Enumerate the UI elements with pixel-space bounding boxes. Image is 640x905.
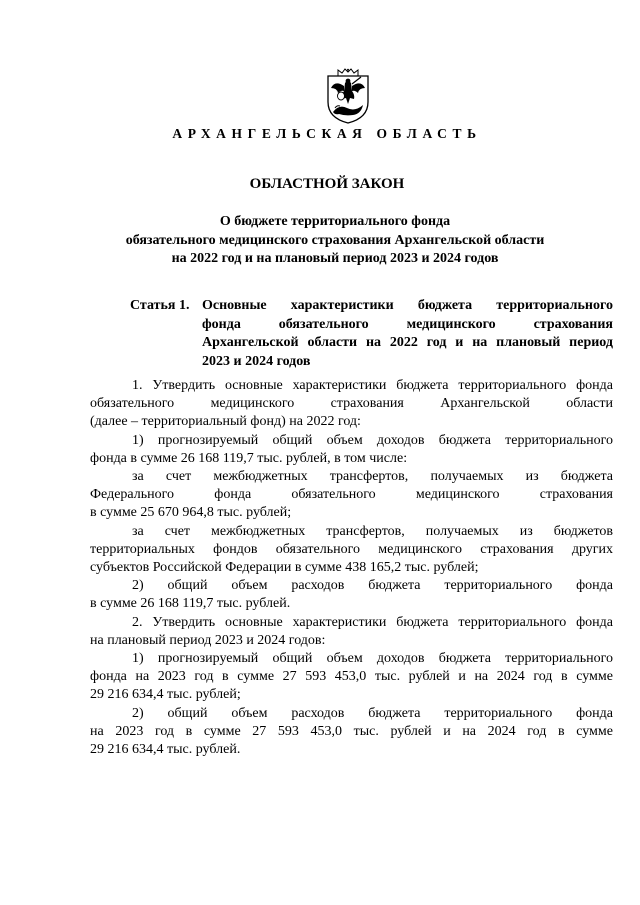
law-title-line: обязательного медицинского страхования Архангельской области — [125, 232, 545, 248]
body-line: 1. Утвердить основные характеристики бюджета территориального фонда — [132, 378, 613, 393]
body-line: обязательного медицинского страхования Архангельской области — [90, 396, 613, 412]
law-title — [80, 213, 590, 269]
body-line: 2) общий объем расходов бюджета территориального фонда — [132, 705, 613, 721]
article-number: Статья 1. — [130, 298, 190, 313]
body-line: на плановый период 2023 и 2024 годов: — [90, 632, 326, 648]
body-line: 29 216 634,4 тыс. рублей; — [90, 687, 241, 703]
coat-of-arms-icon — [325, 68, 371, 124]
body-line: за счет межбюджетных трансфертов, получаемых из бюджетов — [132, 523, 613, 539]
body-line: 2. Утвердить основные характеристики бюджета территориального фонда — [132, 614, 613, 630]
body-line: на 2023 год в сумме 27 593 453,0 тыс. рублей и на 2024 год в сумме — [90, 723, 613, 739]
article-title-line: Архангельской области на 2022 год и на плановый период — [202, 335, 613, 350]
body-line: в сумме 26 168 119,7 тыс. рублей. — [90, 596, 291, 612]
body-line: (далее – территориальный фонд) на 2022 год: — [90, 414, 361, 430]
body-line: Федерального фонда обязательного медицинского страхования — [90, 487, 613, 503]
article-title-line: 2023 и 2024 годов — [202, 353, 311, 369]
body-line: в сумме 25 670 964,8 тыс. рублей; — [90, 505, 292, 521]
law-title-line: на 2022 год и на плановый период 2023 и 2024 годов — [171, 251, 499, 266]
body-line: 1) прогнозируемый общий объем доходов бюджета территориального — [132, 432, 613, 448]
article-title — [202, 297, 613, 371]
body-line: субъектов Российской Федерации в сумме 438 165,2 тыс. рублей; — [90, 560, 479, 576]
document-type-heading: ОБЛАСТНОЙ ЗАКОН — [249, 176, 405, 192]
article-body — [90, 377, 613, 759]
body-line: 1) прогнозируемый общий объем доходов бюджета территориального — [132, 651, 613, 667]
article-title-line: Основные характеристики бюджета территориального — [202, 298, 613, 313]
article-title-line: фонда обязательного медицинского страхования — [202, 316, 613, 332]
body-line: 29 216 634,4 тыс. рублей. — [90, 742, 241, 758]
body-line: фонда в сумме 26 168 119,7 тыс. рублей, в том числе: — [90, 450, 408, 466]
body-line: фонда на 2023 год в сумме 27 593 453,0 тыс. рублей и на 2024 год в сумме — [90, 669, 613, 685]
body-line: территориальных фондов обязательного медицинского страхования других — [90, 541, 613, 557]
body-line: 2) общий объем расходов бюджета территориального фонда — [132, 578, 613, 594]
region-heading: АРХАНГЕЛЬСКАЯ ОБЛАСТЬ — [172, 126, 482, 141]
body-line: за счет межбюджетных трансфертов, получаемых из бюджета — [132, 469, 613, 485]
law-title-line: О бюджете территориального фонда — [219, 214, 451, 229]
